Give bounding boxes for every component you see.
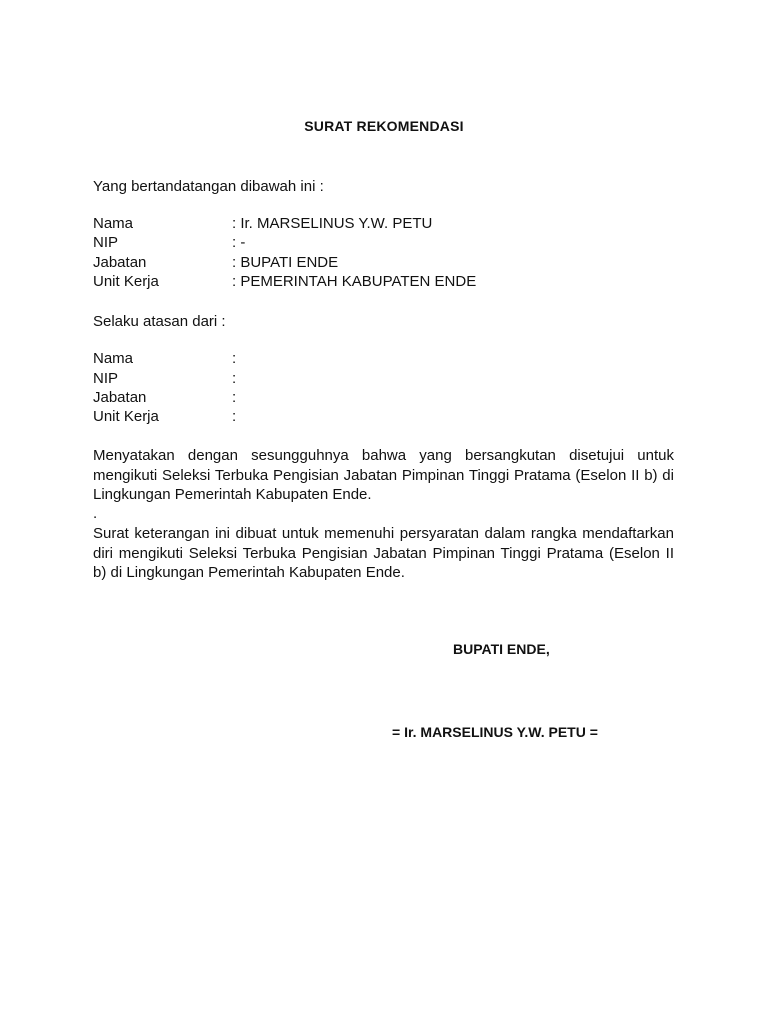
intro-text: Yang bertandatangan dibawah ini : (93, 178, 324, 195)
signer-unit-label: Unit Kerja (93, 273, 159, 290)
subordinate-jabatan-label: Jabatan (93, 389, 147, 406)
statement-paragraph: Menyatakan dengan sesungguhnya bahwa yang bersangkutan disetujui untuk mengikuti Seleksi Terbuka Pengisian Jabatan Pimpinan Tinggi Pratama (Eselon II b) di Lingkungan Pemerintah Kabupaten Ende. (93, 447, 674, 503)
signer-unit-value: : PEMERINTAH KABUPATEN ENDE (232, 273, 477, 290)
signer-name-label: Nama (93, 215, 134, 232)
signer-name-value: : Ir. MARSELINUS Y.W. PETU (232, 215, 433, 232)
signer-jabatan-value: : BUPATI ENDE (232, 254, 339, 271)
subordinate-name-value: : (232, 350, 237, 367)
document-title: SURAT REKOMENDASI (304, 118, 464, 134)
signer-nip-label: NIP (93, 234, 119, 251)
signature-name: = Ir. MARSELINUS Y.W. PETU = (392, 724, 598, 740)
subordinate-intro-text: Selaku atasan dari : (93, 313, 226, 330)
subordinate-nip-value: : (232, 370, 237, 387)
signature-position: BUPATI ENDE, (453, 641, 550, 657)
subordinate-unit-value: : (232, 408, 237, 425)
subordinate-name-label: Nama (93, 350, 134, 367)
purpose-paragraph: Surat keterangan ini dibuat untuk memenuhi persyaratan dalam rangka mendaftarkan diri mengikuti Seleksi Terbuka Pengisian Jabatan Pimpinan Tinggi Pratama (Eselon II b) di Lingkungan Pemerintah Kabupaten Ende. (93, 525, 674, 581)
subordinate-nip-label: NIP (93, 370, 119, 387)
signer-jabatan-label: Jabatan (93, 254, 147, 271)
separator-dot: . (93, 505, 98, 522)
signer-nip-value: : - (232, 234, 246, 251)
subordinate-unit-label: Unit Kerja (93, 408, 159, 425)
subordinate-jabatan-value: : (232, 389, 237, 406)
